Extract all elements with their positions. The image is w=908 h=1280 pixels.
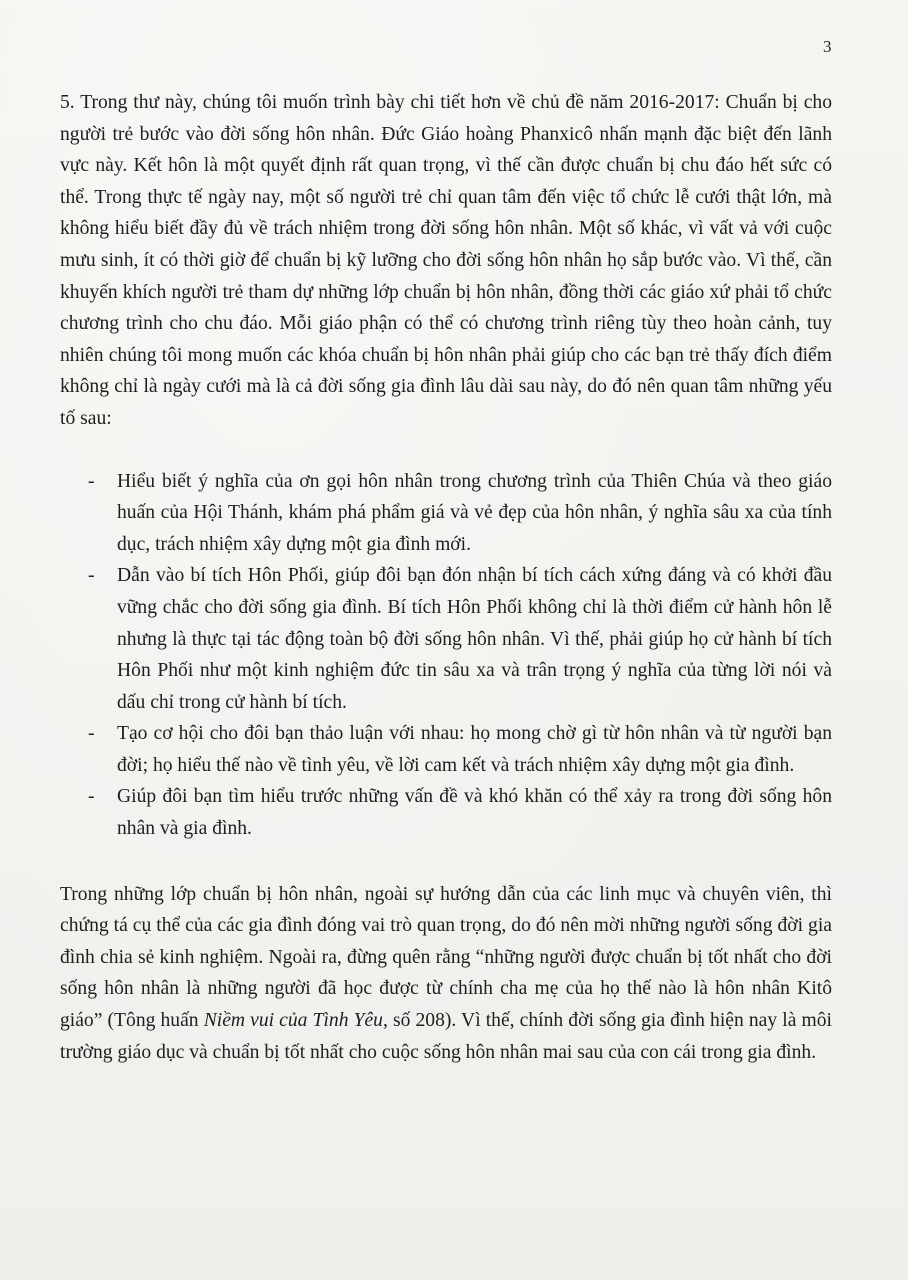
bullet-text: Tạo cơ hội cho đôi bạn thảo luận với nhau: họ mong chờ gì từ hôn nhân và từ người bạn đời; họ hiểu thế nào về tình yêu, về lời cam kết và trách nhiệm xây dựng một gia đình. <box>117 723 832 776</box>
page-number: 3 <box>823 37 832 56</box>
bullet-item <box>60 466 832 561</box>
closing-text-part1: Trong những lớp chuẩn bị hôn nhân, ngoài sự hướng dẫn của các linh mục và chuyên viên, thì chứng tá cụ thể của các gia đình đóng vai trò quan trọng, do đó nên mời những người sống đời gia đình chia sẻ kinh nghiệm. Ngoài ra, đừng quên rằng “những người được chuẩn bị tốt nhất cho đời sống hôn nhân là những người đã học được từ chính cha mẹ của họ thế nào là hôn nhân Kitô giáo” (Tông huấn <box>60 883 832 1032</box>
bullet-dash: - <box>88 565 95 587</box>
bullet-dash: - <box>88 470 95 492</box>
bullet-text: Hiểu biết ý nghĩa của ơn gọi hôn nhân trong chương trình của Thiên Chúa và theo giáo huấn của Hội Thánh, khám phá phẩm giá và vẻ đẹp của hôn nhân, ý nghĩa sâu xa của tính dục, trách nhiệm xây dựng một gia đình mới. <box>117 470 832 555</box>
bullet-text: Dẫn vào bí tích Hôn Phối, giúp đôi bạn đón nhận bí tích cách xứng đáng và có khởi đầu vững chắc cho đời sống gia đình. Bí tích Hôn Phối không chỉ là thời điểm cử hành hôn lễ nhưng là thực tại tác động toàn bộ đời sống hôn nhân. Vì thế, phải giúp họ cử hành bí tích Hôn Phối như một kinh nghiệm đức tin sâu xa và trân trọng ý nghĩa của từng lời nói và dấu chỉ trong cử hành bí tích. <box>117 565 832 713</box>
closing-paragraph <box>60 879 832 1069</box>
intro-paragraph: 5. Trong thư này, chúng tôi muốn trình bày chi tiết hơn về chủ đề năm 2016-2017: Chuẩn bị cho người trẻ bước vào đời sống hôn nhân. Đức Giáo hoàng Phanxicô nhấn mạnh đặc biệt đến lãnh vực này. Kết hôn là một quyết định rất quan trọng, vì thế cần được chuẩn bị chu đáo hết sức có thể. Trong thực tế ngày nay, một số người trẻ chỉ quan tâm đến việc tổ chức lễ cưới thật lớn, mà không hiểu biết đầy đủ về trách nhiệm trong đời sống hôn nhân. Một số khác, vì vất vả với cuộc mưu sinh, ít có thời giờ để chuẩn bị kỹ lưỡng cho đời sống hôn nhân họ sắp bước vào. Vì thế, cần khuyến khích người trẻ tham dự những lớp chuẩn bị hôn nhân, đồng thời các giáo xứ phải tổ chức chương trình cho chu đáo. Mỗi giáo phận có thể có chương trình riêng tùy theo hoàn cảnh, tuy nhiên chúng tôi mong muốn các khóa chuẩn bị hôn nhân phải giúp cho các bạn trẻ thấy đích điểm không chỉ là ngày cưới mà là cả đời sống gia đình lâu dài sau này, do đó nên quan tâm những yếu tố sau: <box>60 92 832 429</box>
bullet-item <box>60 718 832 781</box>
bullet-text: Giúp đôi bạn tìm hiểu trước những vấn đề và khó khăn có thể xảy ra trong đời sống hôn nhân và gia đình. <box>117 786 832 840</box>
closing-text-part2: , số 208). Vì thế, chính đời sống gia đình hiện nay là môi trường giáo dục và chuẩn bị tốt nhất cho cuộc sống hôn nhân mai sau của con cái trong gia đình. <box>60 1010 832 1063</box>
bullet-item <box>60 560 832 718</box>
closing-text-italic-title: Niềm vui của Tình Yêu <box>203 1010 383 1032</box>
bullet-list <box>60 466 832 845</box>
bullet-dash: - <box>88 723 95 745</box>
bullet-dash: - <box>88 786 95 808</box>
bullet-item <box>60 781 832 844</box>
document-body <box>60 87 832 1068</box>
